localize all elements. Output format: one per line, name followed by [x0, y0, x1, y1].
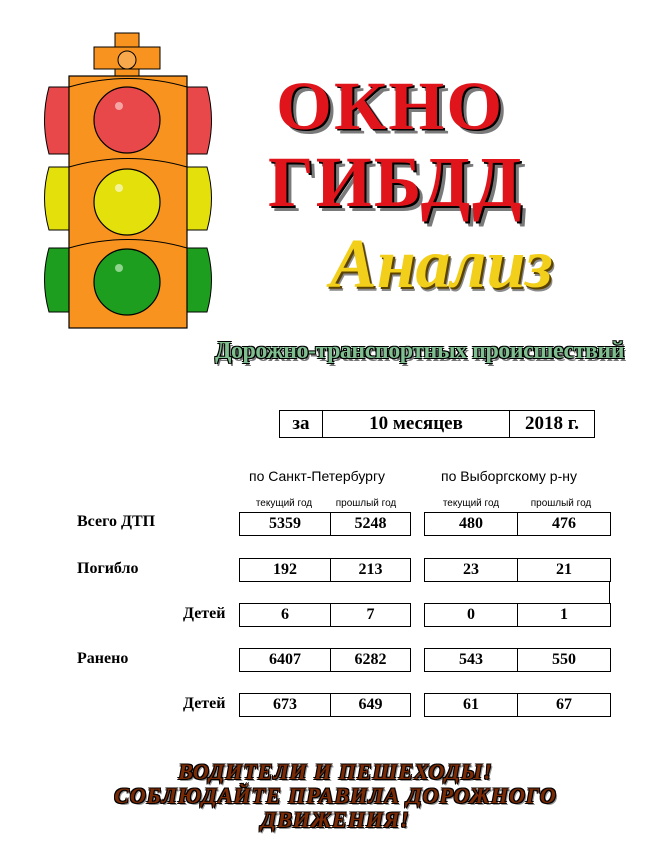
spb-current-year-header: текущий год: [255, 498, 313, 509]
cell-vyborg-previous: 550: [552, 651, 576, 668]
cell-spb-current: 192: [240, 559, 331, 581]
spb-values-children-killed: [239, 603, 411, 627]
spb-values-total: [239, 512, 411, 536]
table-divider: [609, 581, 610, 603]
footer-line2: СОБЛЮДАЙТЕ ПРАВИЛА ДОРОЖНОГО: [114, 783, 557, 808]
cell-spb-current: 6: [240, 604, 331, 626]
cell-vyborg-previous: 1: [560, 606, 568, 623]
vyborg-values-children-killed: [424, 603, 611, 627]
spb-values-children-injured: [239, 693, 411, 717]
period-prefix: за: [280, 411, 323, 437]
cell-vyborg-current: 0: [425, 604, 518, 626]
row-label-killed: Погибло: [77, 560, 139, 577]
title-analiz: Анализ: [330, 226, 553, 303]
vyborg-values-children-injured: [424, 693, 611, 717]
cell-vyborg-current: 23: [425, 559, 518, 581]
cell-vyborg-current: 61: [425, 694, 518, 716]
red-light: [94, 87, 160, 153]
subtitle: Дорожно-транспортных происшествий: [215, 338, 625, 364]
spb-previous-year-header: прошлый год: [335, 498, 397, 509]
row-label-children-killed: Детей: [183, 605, 226, 622]
region-spb-header: по Санкт-Петербургу: [249, 468, 386, 484]
cell-spb-previous: 213: [358, 561, 383, 578]
vyborg-values-injured: [424, 648, 611, 672]
cell-spb-previous: 7: [366, 606, 375, 623]
cell-vyborg-previous: 67: [556, 696, 572, 713]
period-box: [279, 410, 595, 438]
traffic-light-cap: [94, 33, 160, 81]
vyborg-previous-year-header: прошлый год: [530, 498, 592, 509]
footer-line3: ДВИЖЕНИЯ!: [261, 807, 410, 832]
cell-spb-previous: 5248: [354, 515, 387, 532]
cell-vyborg-current: 480: [425, 513, 518, 535]
cell-vyborg-current: 543: [425, 649, 518, 671]
period-months: 10 месяцев: [323, 411, 510, 437]
row-label-children-injured: Детей: [183, 695, 226, 712]
spb-values-killed: [239, 558, 411, 582]
vyborg-values-killed: [424, 558, 611, 582]
cell-vyborg-previous: 476: [552, 515, 576, 532]
title-okno: ОКНО: [276, 68, 505, 144]
spb-values-injured: [239, 648, 411, 672]
row-label-injured: Ранено: [77, 650, 129, 667]
cell-spb-current: 5359: [240, 513, 331, 535]
vyborg-values-total: [424, 512, 611, 536]
traffic-light-icon: [40, 30, 215, 330]
cell-spb-current: 6407: [240, 649, 331, 671]
title-gibdd: ГИБДД: [268, 142, 524, 222]
cell-spb-previous: 6282: [354, 651, 387, 668]
row-label-total: Всего ДТП: [77, 513, 156, 530]
cell-spb-current: 673: [240, 694, 331, 716]
green-light: [94, 249, 160, 315]
cell-vyborg-previous: 21: [556, 561, 572, 578]
period-year: 2018 г.: [525, 413, 579, 434]
footer-line1: ВОДИТЕЛИ И ПЕШЕХОДЫ!: [178, 759, 493, 784]
yellow-light: [94, 169, 160, 235]
vyborg-current-year-header: текущий год: [442, 498, 500, 509]
cell-spb-previous: 649: [358, 696, 383, 713]
region-vyborg-header: по Выборгскому р-ну: [441, 468, 577, 484]
